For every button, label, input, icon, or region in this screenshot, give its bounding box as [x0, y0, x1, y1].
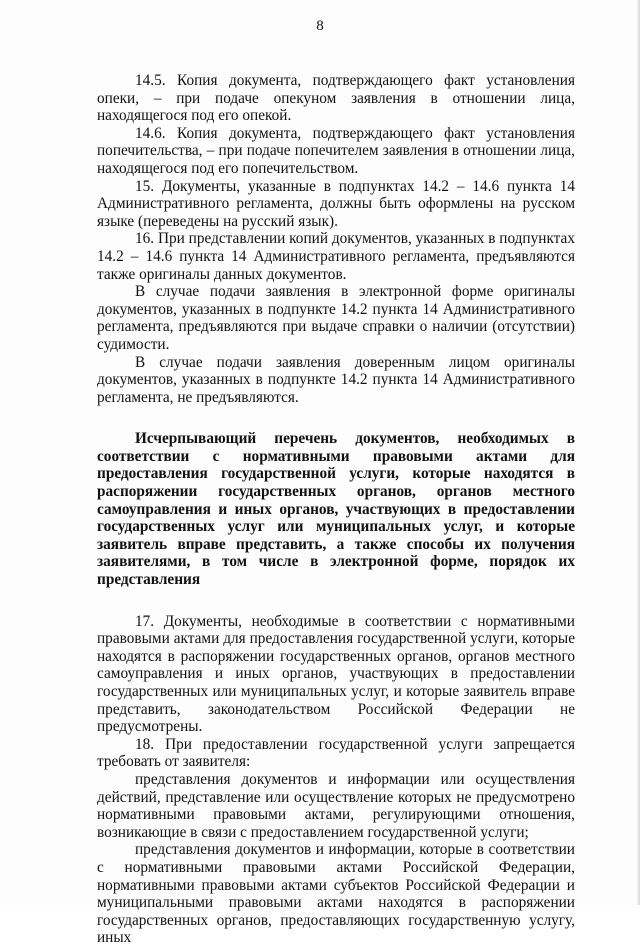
paragraph-16: 16. При представлении копий документов, указанных в подпунктах 14.2 – 14.6 пункта 14 Административного регламента, предъявляются также оригиналы данных документов.: [97, 230, 575, 283]
section-heading: Исчерпывающий перечень документов, необходимых в соответствии с нормативными правовыми актами для предоставления государственной услуги, которые находятся в распоряжении государственных органов, органов местного самоуправления и иных органов, участвующих в предоставлении государственных услуг или муниципальных услуг, и которые заявитель вправе представить, а также способы их получения заявителями, в том числе в электронной форме, порядок их представления: [97, 430, 575, 589]
paragraph-18: 18. При предоставлении государственной услуги запрещается требовать от заявителя:: [97, 735, 575, 771]
paragraph-14-6: 14.6. Копия документа, подтверждающего факт установления попечительства, – при подаче попечителем заявления в отношении лица, находящегося под его попечительством.: [97, 124, 575, 177]
paragraph-18-item-2: представления документов и информации, которые в соответствии с нормативными правовыми актами Российской Федерации, нормативными правовыми актами субъектов Российской Федерации и муниципальными правовыми актами находятся в распоряжении государственных органов, предоставляющих государственную услугу, иных: [97, 841, 575, 947]
paragraph-proxy: В случае подачи заявления доверенным лицом оригиналы документов, указанных в подпункте 14.2 пункта 14 Административного регламента, не предъявляются.: [97, 353, 575, 406]
page-number: 8: [316, 18, 324, 34]
paragraph-15: 15. Документы, указанные в подпунктах 14.2 – 14.6 пункта 14 Административного регламента, должны быть оформлены на русском языке (переведены на русский язык).: [97, 177, 575, 230]
paragraph-14-5: 14.5. Копия документа, подтверждающего факт установления опеки, – при подаче опекуном заявления в отношении лица, находящегося под его опекой.: [97, 72, 575, 125]
paragraph-electronic-form: В случае подачи заявления в электронной форме оригиналы документов, указанных в подпункте 14.2 пункта 14 Административного регламента, предъявляются при выдаче справки о наличии (отсутствии) судимости.: [97, 283, 575, 353]
document-body: [97, 72, 575, 947]
paragraph-17: 17. Документы, необходимые в соответствии с нормативными правовыми актами для предоставления государственной услуги, которые находятся в распоряжении государственных органов, органов местного самоуправления и иных органов, участвующих в предоставлении государственных или муниципальных услуг, и которые заявитель вправе представить, законодательством Российской Федерации не предусмотрены.: [97, 612, 575, 736]
page-edge-shadow: [636, 0, 640, 905]
paragraph-18-item-1: представления документов и информации или осуществления действий, представление или осуществление которых не предусмотрено нормативными правовыми актами, регулирующими отношения, возникающие в связи с предоставлением государственной услуги;: [97, 770, 575, 841]
